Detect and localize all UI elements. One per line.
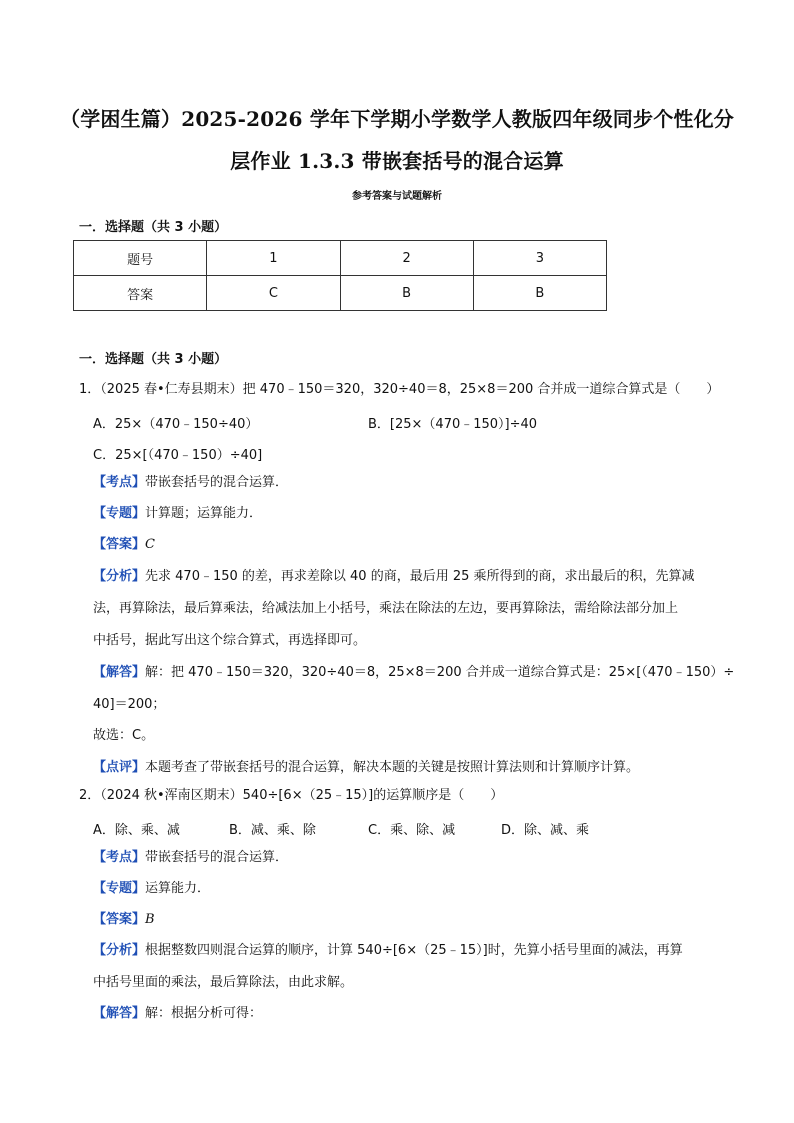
document-title-line1: （学困生篇）2025-2026 学年下学期小学数学人教版四年级同步个性化分 (60, 107, 734, 131)
solution-tag: 【解答】 (93, 665, 146, 680)
question-1-stem: 1．（2025 春•仁寿县期末）把 470﹣150＝320，320÷40＝8，25×8＝200 合并成一道综合算式是（ ） (79, 382, 720, 397)
answer-tag: 【答案】 (93, 912, 146, 927)
document-title-line2: 层作业 1.3.3 带嵌套括号的混合运算 (230, 149, 564, 173)
question-1-option-b: B．[25×（470﹣150）]÷40 (368, 417, 538, 432)
question-1-comment (93, 760, 639, 776)
question-1-choice: 故选：C。 (93, 728, 155, 743)
analysis-text: 根据整数四则混合运算的顺序，计算 540÷[6×（25﹣15）]时，先算小括号里面的减法，再算 (145, 943, 683, 958)
solution-text: 解：根据分析可得： (145, 1006, 263, 1021)
table-row (74, 276, 607, 311)
question-1-option-a: A．25×（470﹣150÷40） (93, 417, 259, 432)
question-1-solution-line1 (93, 665, 734, 681)
table-cell: B (340, 276, 473, 311)
question-1-solution-line2: 40]＝200； (93, 697, 166, 712)
kaodian-tag: 【考点】 (93, 475, 146, 490)
question-2-analysis-line1 (93, 943, 683, 959)
kaodian-text: 带嵌套括号的混合运算． (145, 850, 289, 865)
answer-table (73, 240, 607, 311)
answer-value: C (145, 537, 155, 552)
solution-text: 解：把 470﹣150＝320，320÷40＝8，25×8＝200 合并成一道综合算式是：25×[（470﹣150）÷ (145, 665, 735, 680)
question-2-option-a: A．除、乘、减 (93, 823, 180, 838)
analysis-tag: 【分析】 (93, 569, 146, 584)
section-heading-questions: 一．选择题（共 3 小题） (79, 352, 228, 367)
question-2-analysis-line2: 中括号里面的乘法，最后算除法，由此求解。 (93, 975, 354, 990)
zhuanti-text: 运算能力． (145, 881, 211, 896)
table-cell: 答案 (74, 276, 207, 311)
table-cell: 3 (473, 241, 606, 276)
question-2-option-b: B．减、乘、除 (229, 823, 316, 838)
zhuanti-tag: 【专题】 (93, 881, 146, 896)
question-2-zhuanti (93, 881, 210, 897)
question-2-option-c: C．乘、除、减 (368, 823, 456, 838)
document-subtitle: 参考答案与试题解析 (352, 191, 442, 202)
question-1-answer (93, 537, 155, 553)
table-cell: B (473, 276, 606, 311)
question-2-answer (93, 912, 155, 928)
section-heading-answers: 一．选择题（共 3 小题） (79, 220, 228, 235)
table-cell: C (207, 276, 340, 311)
question-1-zhuanti (93, 506, 262, 522)
zhuanti-tag: 【专题】 (93, 506, 146, 521)
question-1-kaodian (93, 475, 288, 491)
question-1-option-c: C．25×[（470﹣150）÷40] (93, 448, 263, 463)
kaodian-tag: 【考点】 (93, 850, 146, 865)
zhuanti-text: 计算题；运算能力． (145, 506, 263, 521)
question-1-analysis-line2: 法，再算除法，最后算乘法，给减法加上小括号，乘法在除法的左边，要再算除法，需给除法部分加上 (93, 601, 679, 616)
question-2-kaodian (93, 850, 288, 866)
analysis-tag: 【分析】 (93, 943, 146, 958)
table-cell: 2 (340, 241, 473, 276)
solution-tag: 【解答】 (93, 1006, 146, 1021)
question-2-solution-line1 (93, 1006, 262, 1022)
question-2-option-d: D．除、减、乘 (501, 823, 590, 838)
answer-value: B (145, 912, 155, 927)
question-1-analysis-line3: 中括号，据此写出这个综合算式，再选择即可。 (93, 633, 367, 648)
table-cell: 1 (207, 241, 340, 276)
answer-tag: 【答案】 (93, 537, 146, 552)
kaodian-text: 带嵌套括号的混合运算． (145, 475, 289, 490)
comment-tag: 【点评】 (93, 760, 146, 775)
comment-text: 本题考查了带嵌套括号的混合运算，解决本题的关键是按照计算法则和计算顺序计算。 (145, 760, 640, 775)
table-cell: 题号 (74, 241, 207, 276)
analysis-text: 先求 470﹣150 的差，再求差除以 40 的商，最后用 25 乘所得到的商，求出最后的积，先算减 (145, 569, 695, 584)
question-1-analysis-line1 (93, 569, 695, 585)
table-row (74, 241, 607, 276)
question-2-stem: 2．（2024 秋•浑南区期末）540÷[6×（25﹣15）]的运算顺序是（ ） (79, 788, 504, 803)
